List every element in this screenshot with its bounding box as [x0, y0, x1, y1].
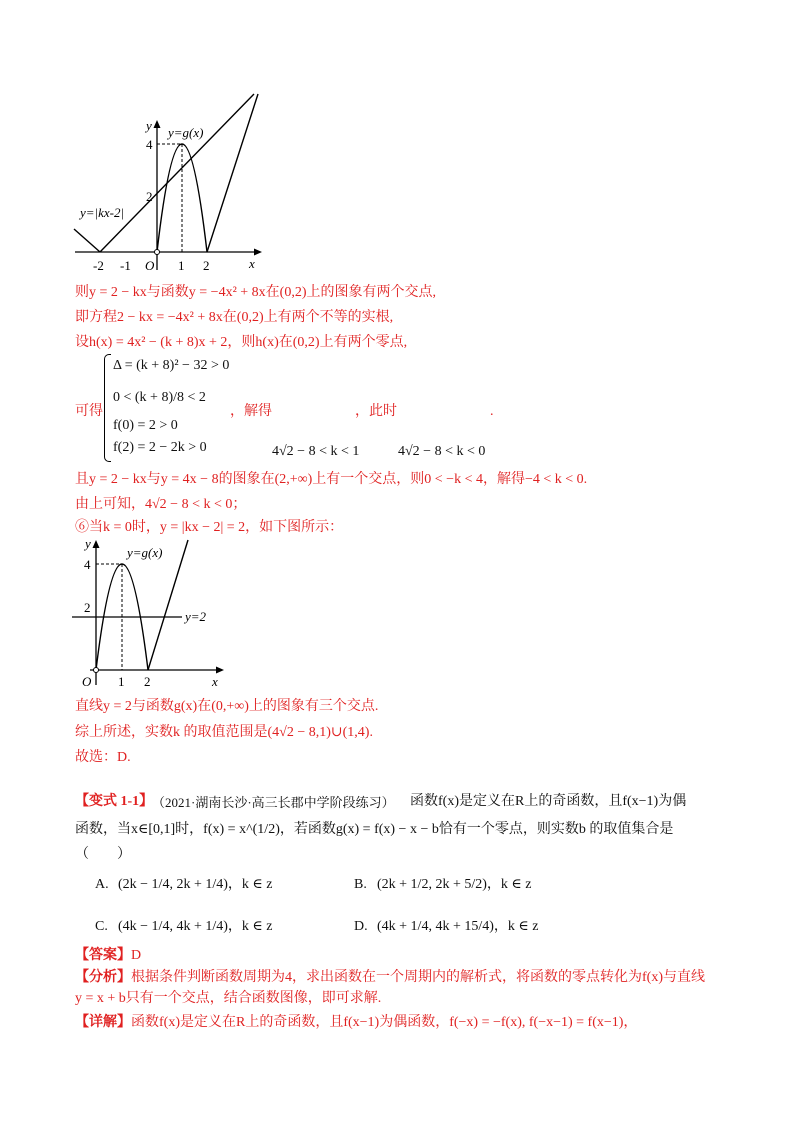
answer-row	[75, 948, 141, 964]
g1-origin-point	[155, 250, 160, 255]
g1-origin-label: O	[145, 258, 155, 273]
g2-y-tick-4: 4	[84, 557, 91, 572]
g1-right-line	[207, 94, 258, 252]
p1-line-3: 设h(x) = 4x² − (k + 8)x + 2，则h(x)在(0,2)上有两个零点,	[75, 335, 408, 350]
p2-line-2: 综上所述，实数k 的取值范围是(4√2 − 8,1)∪(1,4).	[75, 725, 373, 740]
graph-1	[70, 92, 270, 277]
analysis-row-1	[75, 970, 705, 986]
g1-curve-label: y=g(x)	[168, 125, 204, 140]
g1-x-tick-2: 2	[203, 258, 210, 273]
p1-jiede: ，解得	[230, 404, 272, 419]
sys-line-4: f(2) = 2 − 2k > 0	[113, 440, 207, 455]
g1-line-label: y=|kx-2|	[80, 205, 125, 220]
p1-period: .	[490, 404, 494, 419]
g2-origin-label: O	[82, 674, 92, 689]
p1-line-2: 即方程2 − kx = −4x² + 8x在(0,2)上有两个不等的实根,	[75, 310, 394, 325]
g2-x-arrow-icon	[216, 667, 224, 674]
g1-abs-right	[100, 94, 254, 252]
option-d-text[interactable]: (4k + 1/4, 4k + 15/4)，k ∈ z	[377, 919, 539, 934]
option-a-text[interactable]: (2k − 1/4, 2k + 1/4)，k ∈ z	[118, 877, 273, 892]
g1-y-tick-4: 4	[146, 137, 153, 152]
g2-x-tick-1: 1	[118, 674, 125, 689]
g1-y-label: y	[146, 118, 152, 133]
g2-curve-label: y=g(x)	[127, 545, 163, 560]
g2-y-label: y	[85, 536, 91, 551]
g1-y-tick-2: 2	[146, 189, 153, 204]
g1-x-tick-neg2: -2	[93, 258, 104, 273]
detail-row	[75, 1015, 637, 1031]
option-a-letter[interactable]: A.	[95, 877, 109, 892]
p1-keyi: 可得	[75, 404, 103, 419]
analysis-tag: 【分析】	[75, 970, 131, 985]
option-b-text[interactable]: (2k + 1/2, 2k + 5/2)，k ∈ z	[377, 877, 532, 892]
g1-x-label: x	[249, 256, 255, 271]
g1-y-arrow-icon	[154, 120, 161, 128]
answer-tag: 【答案】	[75, 948, 131, 963]
g1-x-tick-1: 1	[178, 258, 185, 273]
graph-2	[70, 535, 230, 692]
g2-y-tick-2: 2	[84, 600, 91, 615]
g1-x-arrow-icon	[254, 249, 262, 256]
system-brace	[104, 354, 111, 462]
analysis-line-2: y = x + b只有一个交点，结合函数图像，即可求解.	[75, 991, 382, 1006]
p1-solution-1: 4√2 − 8 < k < 1	[272, 444, 360, 459]
p2-line-1: 直线y = 2与函数g(x)在(0,+∞)上的图象有三个交点.	[75, 699, 379, 714]
option-c-letter[interactable]: C.	[95, 919, 108, 934]
problem-paren: （ ）	[75, 847, 131, 862]
detail-tag: 【详解】	[75, 1015, 131, 1030]
p1-cishi: ，此时	[355, 404, 397, 419]
sys-line-3: f(0) = 2 > 0	[113, 418, 178, 433]
p2-line-3: 故选：D.	[75, 750, 131, 765]
g2-y-arrow-icon	[93, 540, 100, 548]
g1-x-tick-neg1: -1	[120, 258, 131, 273]
analysis-line-1: 根据条件判断函数周期为4，求出函数在一个周期内的解析式，将函数的零点转化为f(x)与直线	[131, 970, 705, 985]
g2-x-label: x	[212, 674, 218, 689]
p1-line-1: 则y = 2 − kx与函数y = −4x² + 8x在(0,2)上的图象有两个交点,	[75, 285, 436, 300]
p1-line-5: 由上可知，4√2 − 8 < k < 0；	[75, 497, 247, 512]
option-b-letter[interactable]: B.	[354, 877, 367, 892]
option-d-letter[interactable]: D.	[354, 919, 368, 934]
sys-line-1: Δ = (k + 8)² − 32 > 0	[113, 358, 230, 373]
p1-solution-2: 4√2 − 8 < k < 0	[398, 444, 486, 459]
problem-tag: 【变式 1-1】	[75, 794, 154, 809]
answer-value: D	[131, 948, 142, 963]
p1-line-6: ⑥当k = 0时，y = |kx − 2| = 2，如下图所示：	[75, 520, 344, 535]
detail-line-1: 函数f(x)是定义在R上的奇函数，且f(x−1)为偶函数，f(−x) = −f(x), f(−x−1) = f(x−1)，	[131, 1015, 638, 1030]
problem-source: （2021·湖南长沙·高三长郡中学阶段练习）	[152, 795, 395, 810]
option-c-text[interactable]: (4k − 1/4, 4k + 1/4)，k ∈ z	[118, 919, 273, 934]
g2-line-label: y=2	[185, 609, 207, 624]
g2-x-tick-2: 2	[144, 674, 151, 689]
problem-line-1: 函数f(x)是定义在R上的奇函数，且f(x−1)为偶	[410, 794, 687, 809]
problem-line-2: 函数，当x∈[0,1]时，f(x) = x^(1/2)，若函数g(x) = f(x) − x − b恰有一个零点，则实数b 的取值集合是	[75, 822, 674, 837]
g2-origin-point	[94, 668, 99, 673]
g1-abs-left	[74, 229, 100, 252]
sys-line-2: 0 < (k + 8)/8 < 2	[113, 390, 206, 405]
p1-line-4: 且y = 2 − kx与y = 4x − 8的图象在(2,+∞)上有一个交点，则0 < −k < 4，解得−4 < k < 0.	[75, 472, 588, 487]
